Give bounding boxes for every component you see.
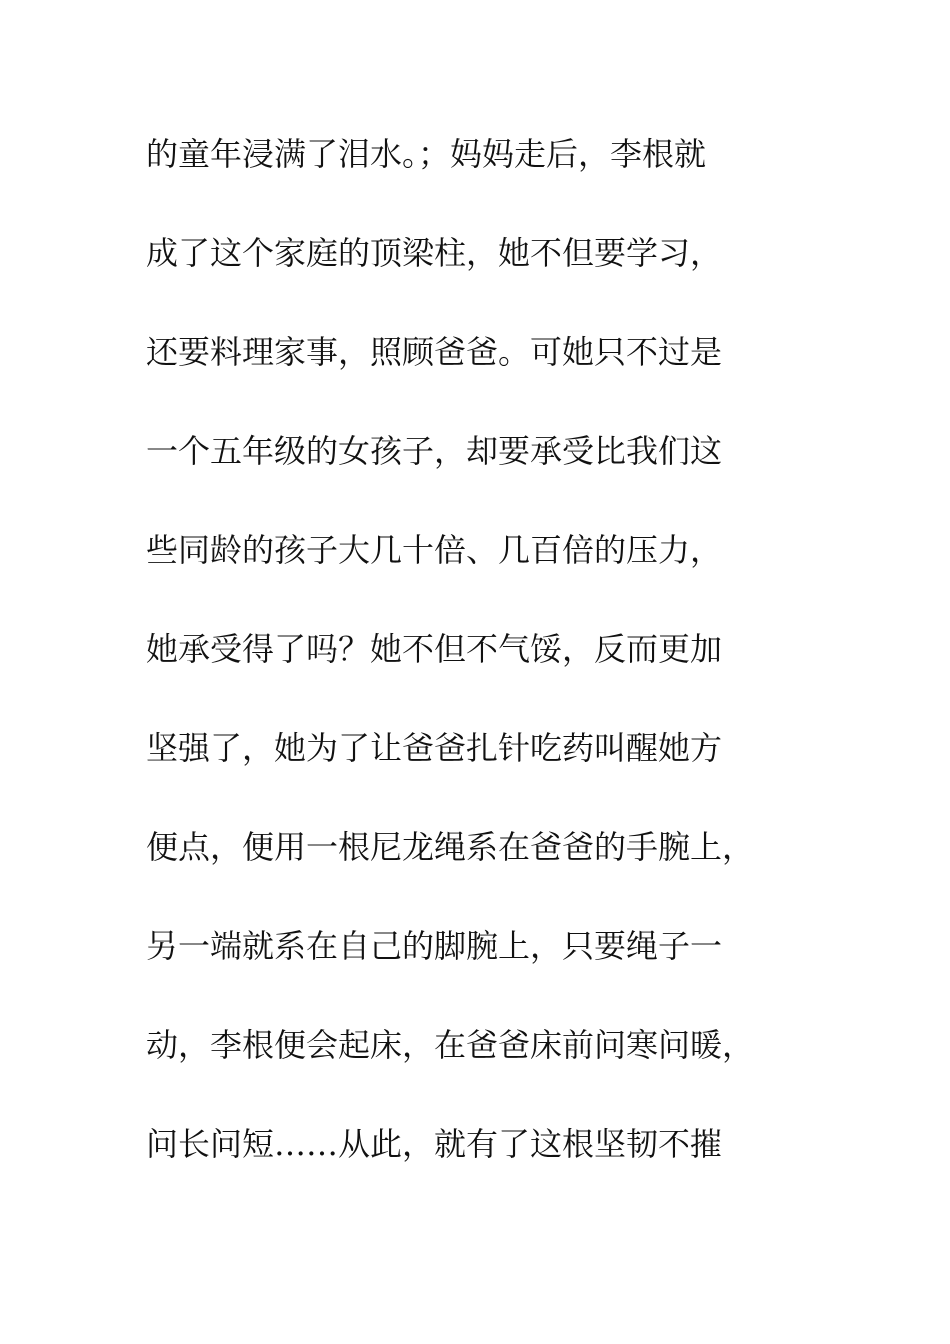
text-line: 一个五年级的女孩子，却要承受比我们这 — [146, 432, 723, 470]
text-line: 问长问短……从此，就有了这根坚韧不摧 — [146, 1125, 723, 1163]
text-line: 成了这个家庭的顶梁柱，她不但要学习， — [146, 234, 723, 272]
body-text — [146, 126, 826, 1215]
text-line: 便点，便用一根尼龙绳系在爸爸的手腕上， — [146, 828, 755, 866]
text-line: 的童年浸满了泪水。；妈妈走后，李根就 — [146, 135, 707, 173]
text-line: 些同龄的孩子大几十倍、几百倍的压力， — [146, 531, 723, 569]
text-line: 坚强了，她为了让爸爸扎针吃药叫醒她方 — [146, 729, 723, 767]
text-line: 她承受得了吗？她不但不气馁，反而更加 — [146, 630, 723, 668]
text-line: 另一端就系在自己的脚腕上，只要绳子一 — [146, 927, 723, 965]
text-line: 动，李根便会起床，在爸爸床前问寒问暖， — [146, 1026, 755, 1064]
text-line: 还要料理家事，照顾爸爸。可她只不过是 — [146, 333, 723, 371]
